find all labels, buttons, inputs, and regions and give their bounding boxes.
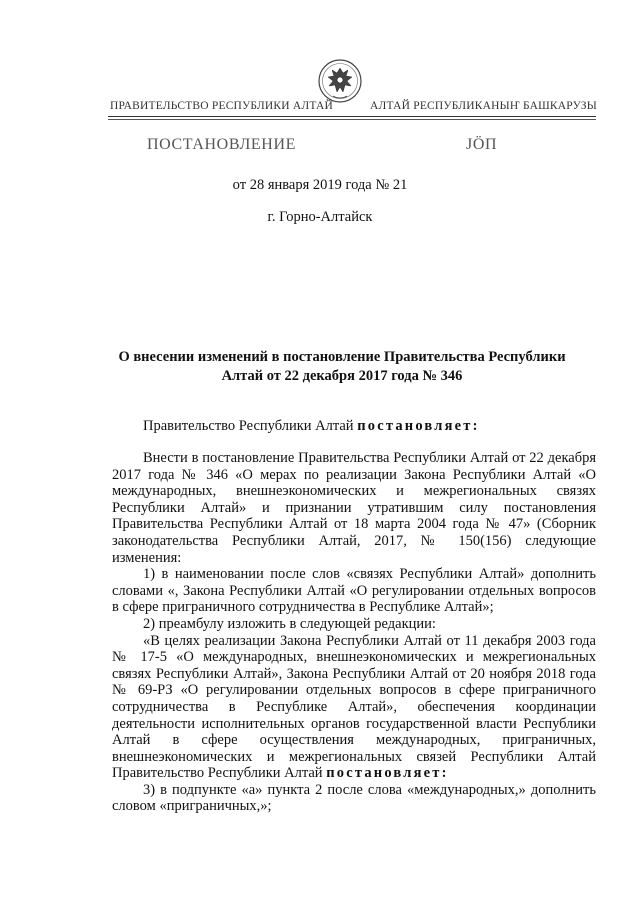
intro-line: [143, 418, 480, 435]
decree-city: г. Горно-Алтайск: [267, 209, 373, 225]
header-right-title: АЛТАЙ РЕСПУБЛИКАНЫҤ БАШКАРУЗЫ: [370, 100, 597, 112]
header-left-title: ПРАВИТЕЛЬСТВО РЕСПУБЛИКИ АЛТАЙ: [110, 100, 334, 112]
document-body: [112, 450, 596, 815]
body-paragraph: «В целях реализации Закона Республики Алтай от 11 декабря 2003 года № 17-5 «О международных, внешнеэкономических и межрегиональных связях Республики Алтай», Закона Республики Алтай от 20 ноября 2018 года № 69-РЗ «О регулировании отдельных вопросов в сфере приграничного сотрудничества в Республике Алтай», обеспечения координации деятельности исполнительных органов государственной власти Республики Алтай в сфере осуществления международных, приграничных, внешнеэкономических и межрегиональных связей Республики Алтай Правительство Республики Алтай постановляет:: [112, 632, 596, 782]
intro-text: Правительство Республики Алтай: [143, 418, 358, 434]
intro-emphasis: постановляет:: [357, 418, 480, 434]
document-title: О внесении изменений в постановление Правительства Республики Алтай от 22 декабря 2017 года № 346: [118, 349, 566, 384]
coat-of-arms-emblem: [317, 56, 363, 106]
decree-label-alt: ЈӦП: [466, 136, 498, 153]
header-rule: [108, 116, 596, 117]
body-paragraph: 1) в наименовании после слов «связях Республики Алтай» дополнить словами «, Закона Республики Алтай «О регулировании отдельных вопросов в сфере приграничного сотрудничества в Республике Алтай»;: [112, 566, 596, 616]
body-paragraph: Внести в постановление Правительства Республики Алтай от 22 декабря 2017 года № 346 «О мерах по реализации Закона Республики Алтай «О международных, внешнеэкономических и межрегиональных связях Республики Алтай» и признании утратившим силу постановления Правительства Республики Алтай от 18 марта 2004 года № 47» (Сборник законодательства Республики Алтай, 2017, № 150(156) следующие изменения:: [112, 450, 596, 566]
decree-date-number: от 28 января 2019 года № 21: [232, 177, 408, 193]
body-paragraph: 3) в подпункте «а» пункта 2 после слова «международных,» дополнить словом «приграничных,»;: [112, 781, 596, 815]
body-paragraph: 2) преамбулу изложить в следующей редакции:: [143, 615, 436, 632]
header-rule-thin: [108, 119, 596, 120]
decree-label-ru: ПОСТАНОВЛЕНИЕ: [147, 136, 296, 153]
